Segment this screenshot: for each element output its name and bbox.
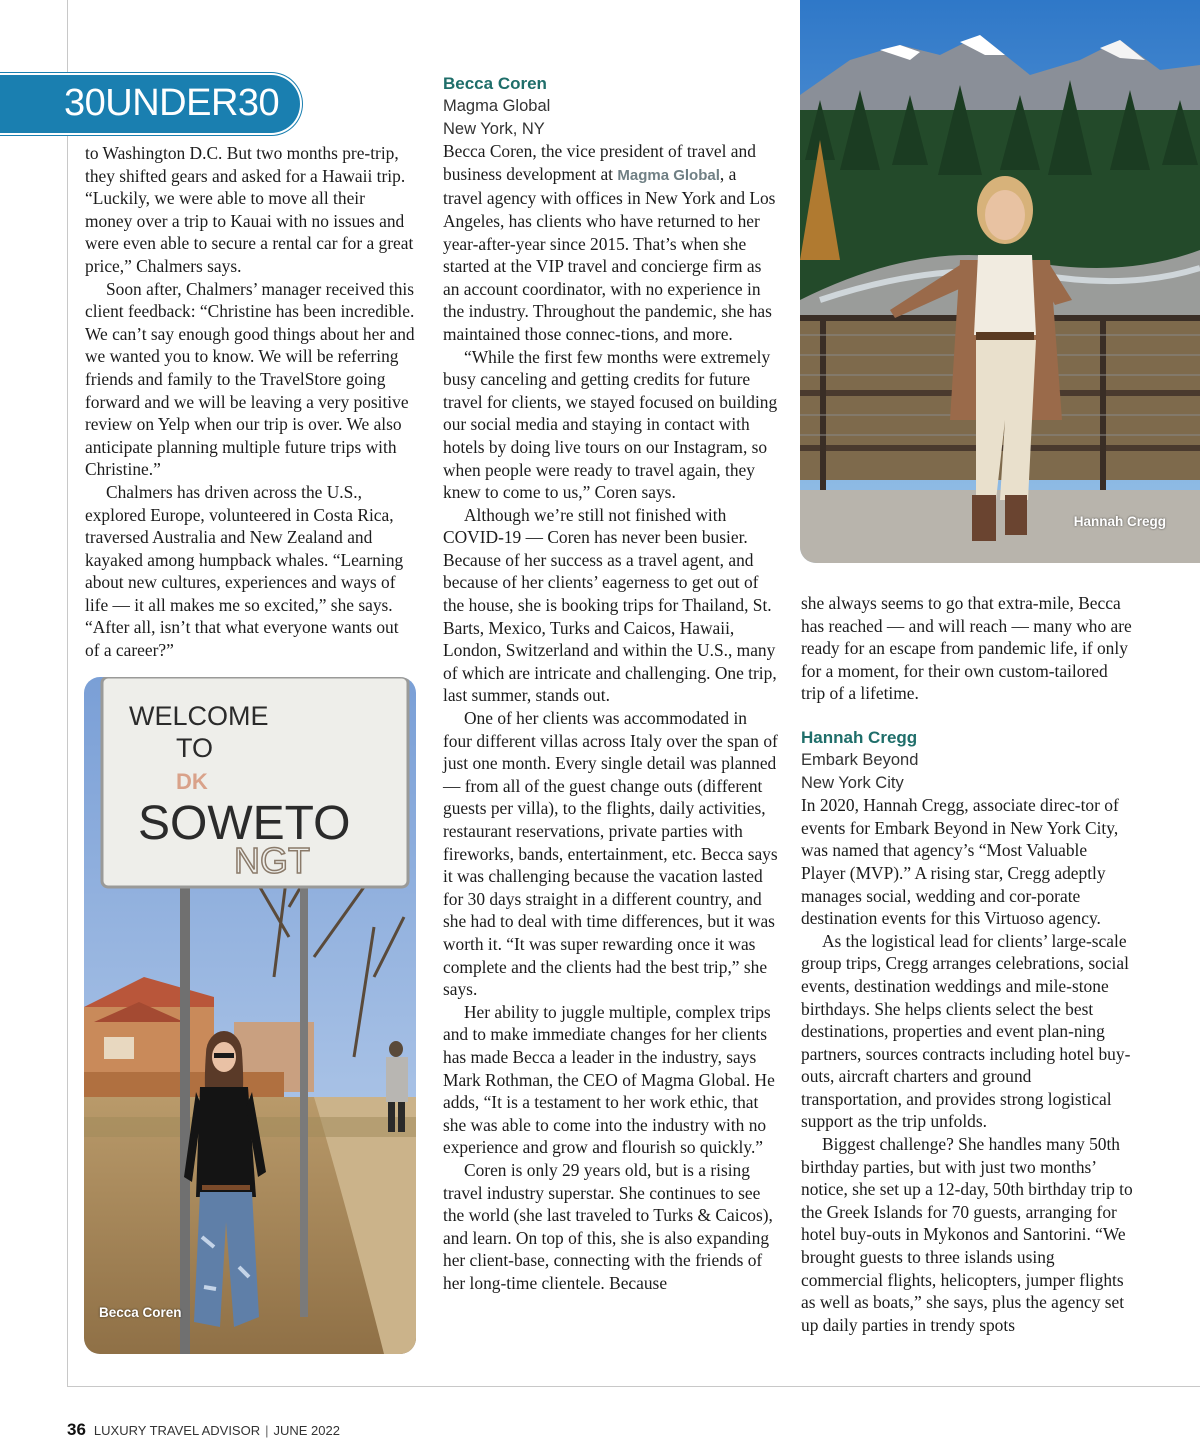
page-number: 36 <box>67 1420 86 1439</box>
left-rule <box>67 0 68 1386</box>
footer-rule <box>67 1386 1200 1387</box>
profile-name: Hannah Cregg <box>801 727 918 747</box>
becca-coren-photo <box>84 677 416 1354</box>
profile-company: Embark Beyond <box>801 750 919 769</box>
profile-name: Becca Coren <box>443 74 547 93</box>
page-footer <box>67 1420 340 1440</box>
body-paragraph: Becca Coren, the vice president of travel and business development at Magma Global, a travel agency with offices in New York and Los Angeles, has clients who have returned to her year-after-year since 2015. That’s when she started at the VIP travel and concierge firm as an account coordinator, with no experience in the industry. Throughout the pandemic, she has maintained those connec-tions, and more. <box>443 141 776 344</box>
profile-location: New York, NY <box>443 119 545 138</box>
body-paragraph: In 2020, Hannah Cregg, associate direc-tor of events for Embark Beyond in New York City, was named that agency’s “Most Valuable Player (MVP).” A rising star, Cregg adeptly manages social, wedding and cor-porate destination events for this Virtuoso agency. <box>801 795 1119 929</box>
photo-credit: Hannah Cregg <box>1073 514 1166 529</box>
body-paragraph: Biggest challenge? She handles many 50th birthday parties, but with just two months’ notice, she set up a 12-day, 50th birthday trip to the Greek Islands for 70 guests, arranging for hotel buy-outs in Mykonos and Santorini. “We brought guests to three islands using commercial flights, helicopters, jumper flights as well as boats,” she says, plus the agency set up daily parties in trendy spots <box>801 1134 1133 1335</box>
body-paragraph: Chalmers has driven across the U.S., explored Europe, volunteered in Costa Rica, traversed Australia and New Zealand and kayaked among humpback whales. “Learning about new cultures, experiences and ways of life — it all makes me so excited,” she says. “After all, isn’t that what everyone wants out of a career?” <box>85 481 404 661</box>
sign-line-2: TO <box>176 733 214 763</box>
body-paragraph: As the logistical lead for clients’ large-scale group trips, Cregg arranges celebrations, social events, destination weddings and mile-stone birthdays. She helps clients select the best destinations, properties and event plan-ning partners, sources contracts including hotel buy-outs, aircraft charters and ground transportation, and provides strong logistical support as the trip unfolds. <box>801 930 1131 1132</box>
issue-date: JUNE 2022 <box>273 1423 340 1438</box>
section-badge-label: 30UNDER30 <box>64 82 280 124</box>
footer-separator: | <box>265 1423 269 1438</box>
body-paragraph: Her ability to juggle multiple, complex trips and to make immediate changes for her clients has made Becca a leader in the industry, says Mark Rothman, the CEO of Magma Global. He adds, “It is a testament to her work ethic, that she was able to come into the industry with no experience and grow and flourish so quickly.” <box>443 1001 775 1158</box>
body-paragraph: One of her clients was accommodated in four different villas across Italy over the span of just one month. Every single detail was planned — from all of the guest change outs (different guests per villa), to the flights, daily activities, restaurant reservations, private parties with fireworks, bands, entertainment, etc. Becca says it was challenging because the vacation lasted for 30 days straight in a different country, and she had to deal with time differences, but it was worth it. “It was super rewarding once it was complete and the clients had the best trip,” she says. <box>443 708 778 1000</box>
body-paragraph: Soon after, Chalmers’ manager received this client feedback: “Christine has been incredible. We can’t say enough good things about her and we wanted you to know. We will be referring friends and family to the TravelStore going forward and we will be leaving a very positive review on Yelp when our trip is over. We also anticipate planning multiple future trips with Christine.” <box>85 278 415 480</box>
column-1 <box>85 142 415 662</box>
column-2 <box>443 73 778 1294</box>
profile-location: New York City <box>801 773 904 792</box>
body-paragraph: Although we’re still not finished with COVID-19 — Coren has never been busier. Because of her success as a travel agent, and because of her clients’ eagerness to get out of the house, she is booking trips for Thailand, St. Barts, Mexico, Turks and Caicos, Hawaii, London, Switzerland and within the U.S., many of which are intricate and challenging. One trip, last summer, stands out. <box>443 504 777 706</box>
sign-graffiti: DK <box>176 769 208 794</box>
body-paragraph: to Washington D.C. But two months pre-trip, they shifted gears and asked for a Hawaii trip. “Luckily, we were able to move all their money over a trip to Kauai with no issues and were even able to secure a rental car for a great price,” Chalmers says. <box>85 143 414 276</box>
body-paragraph: Coren is only 29 years old, but is a rising travel industry superstar. She continues to see the world (she last traveled to Turks & Caicos), and learn. On top of this, she is also expanding her client-base, connecting with the friends of her long-time clientele. Because <box>443 1159 773 1293</box>
sign-tag: NGT <box>234 840 310 881</box>
profile-company: Magma Global <box>443 97 551 115</box>
section-badge <box>0 75 300 133</box>
column-3 <box>801 592 1134 1336</box>
body-paragraph: she always seems to go that extra-mile, Becca has reached — and will reach — many who are ready for an escape from pandemic life, if only for a moment, for their own custom-tailored trip of a lifetime. <box>801 593 1132 704</box>
publication-name: LUXURY TRAVEL ADVISOR <box>93 1423 261 1438</box>
body-paragraph: “While the first few months were extremely busy canceling and getting credits for future travel for clients, we stayed focused on building our social media and staying in contact with hotels by doing live tours on our Instagram, so when people were ready to travel again, they knew to come to us,” Coren says. <box>443 346 778 503</box>
magma-global-logo: Magma Global <box>617 166 720 184</box>
sign-line-3: SOWETO <box>138 797 351 850</box>
hannah-cregg-photo <box>800 0 1200 563</box>
sign-line-1: WELCOME <box>129 701 269 731</box>
photo-credit: Becca Coren <box>99 1305 182 1320</box>
